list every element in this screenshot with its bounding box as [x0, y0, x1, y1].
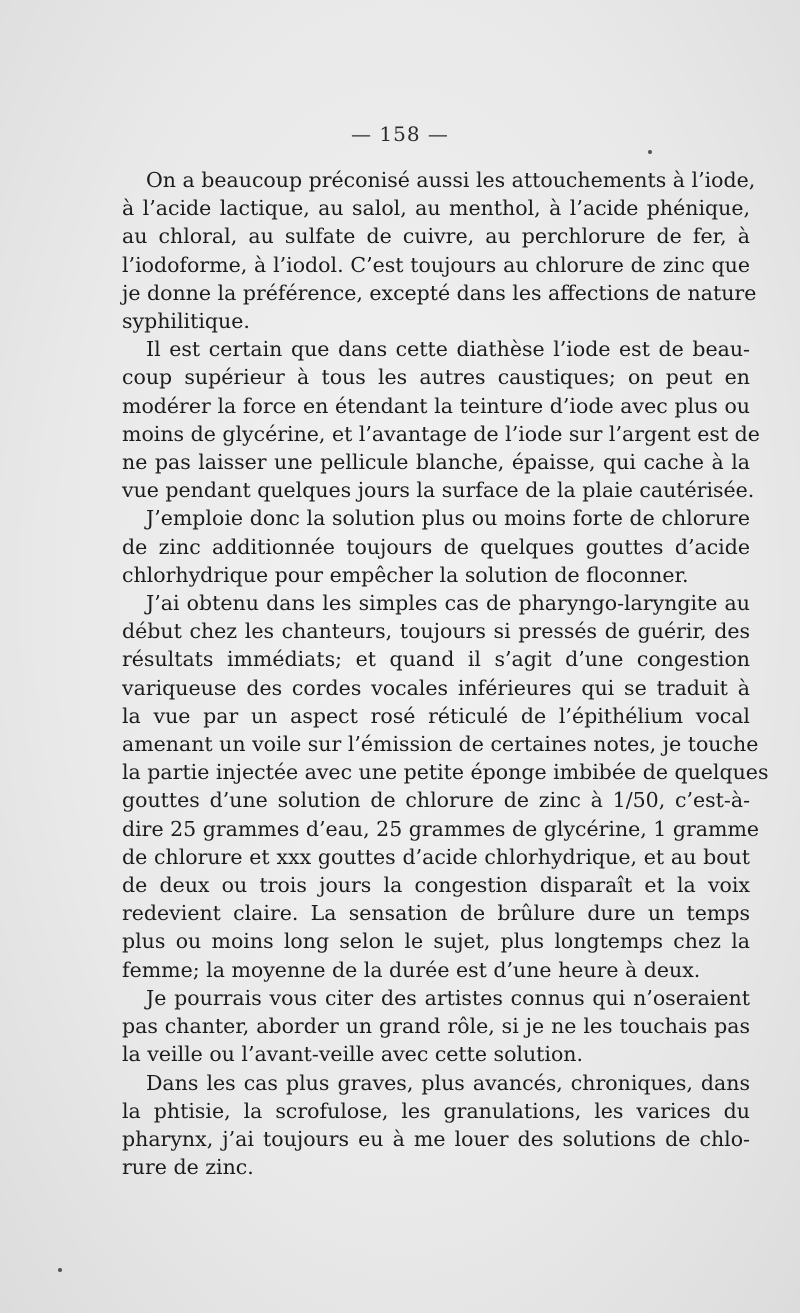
- text-line: gouttes d’une solution de chlorure de zinc à 1/50, c’est-à-: [122, 788, 750, 813]
- text-line: J’emploie donc la solution plus ou moins forte de chlorure: [146, 506, 750, 531]
- text-line: coup supérieur à tous les autres caustiques; on peut en: [122, 365, 750, 390]
- text-line: modérer la force en étendant la teinture d’iode avec plus ou: [122, 393, 750, 418]
- text-line: à l’acide lactique, au salol, au menthol, à l’acide phénique,: [122, 196, 750, 221]
- text-line: plus ou moins long selon le sujet, plus longtemps chez la: [122, 929, 750, 954]
- paragraph: [122, 335, 760, 504]
- text-line: femme; la moyenne de la durée est d’une heure à deux.: [122, 957, 701, 982]
- text-line: la phtisie, la scrofulose, les granulations, les varices du: [122, 1098, 750, 1123]
- paragraph: [122, 589, 769, 984]
- text-line: redevient claire. La sensation de brûlure dure un temps: [122, 901, 750, 926]
- text-line: pas chanter, aborder un grand rôle, si je ne les touchais pas: [122, 1014, 750, 1039]
- ink-speck: [648, 150, 652, 154]
- text-line: de zinc additionnée toujours de quelques gouttes d’acide: [122, 534, 750, 559]
- text-line: syphilitique.: [122, 309, 250, 334]
- text-line: vue pendant quelques jours la surface de la plaie cautérisée.: [122, 478, 755, 503]
- text-line: résultats immédiats; et quand il s’agit d’une congestion: [122, 647, 750, 672]
- page-number: — 158 —: [351, 122, 449, 146]
- text-line: rure de zinc.: [122, 1155, 254, 1180]
- text-line: dire 25 grammes d’eau, 25 grammes de glycérine, 1 gramme: [122, 816, 760, 841]
- text-line: ne pas laisser une pellicule blanche, épaisse, qui cache à la: [122, 450, 750, 475]
- text-line: de deux ou trois jours la congestion disparaît et la voix: [122, 873, 750, 898]
- text-line: Je pourrais vous citer des artistes connus qui n’oseraient: [146, 985, 750, 1010]
- text-line: la veille ou l’avant-veille avec cette solution.: [122, 1042, 584, 1067]
- text-line: de chlorure et xxx gouttes d’acide chlorhydrique, et au bout: [122, 844, 750, 869]
- ink-speck: [58, 1268, 62, 1272]
- text-line: J’ai obtenu dans les simples cas de pharyngo-laryngite au: [146, 591, 750, 616]
- text-line: Il est certain que dans cette diathèse l’iode est de beau-: [146, 337, 750, 362]
- text-line: la partie injectée avec une petite éponge imbibée de quelques: [122, 760, 769, 785]
- body-text: [122, 166, 769, 1181]
- text-line: au chloral, au sulfate de cuivre, au perchlorure de fer, à: [122, 224, 750, 249]
- text-line: On a beaucoup préconisé aussi les attouchements à l’iode,: [146, 168, 756, 192]
- text-line: variqueuse des cordes vocales inférieures qui se traduit à: [122, 675, 750, 700]
- paragraph: [122, 1069, 750, 1182]
- text-line: l’iodoforme, à l’iodol. C’est toujours au chlorure de zinc que: [122, 252, 750, 277]
- text-line: début chez les chanteurs, toujours si pressés de guérir, des: [122, 619, 750, 644]
- text-line: pharynx, j’ai toujours eu à me louer des solutions de chlo-: [122, 1126, 750, 1151]
- text-line: amenant un voile sur l’émission de certaines notes, je touche: [122, 732, 759, 757]
- text-line: je donne la préférence, excepté dans les affections de nature: [122, 280, 757, 305]
- paragraph: [122, 984, 750, 1069]
- paragraph: [122, 504, 750, 589]
- text-line: la vue par un aspect rosé réticulé de l’épithélium vocal: [122, 703, 750, 728]
- text-line: chlorhydrique pour empêcher la solution de floconner.: [122, 562, 689, 587]
- text-line: moins de glycérine, et l’avantage de l’iode sur l’argent est de: [122, 421, 760, 446]
- paragraph: [122, 166, 757, 335]
- text-line: Dans les cas plus graves, plus avancés, chroniques, dans: [146, 1070, 750, 1095]
